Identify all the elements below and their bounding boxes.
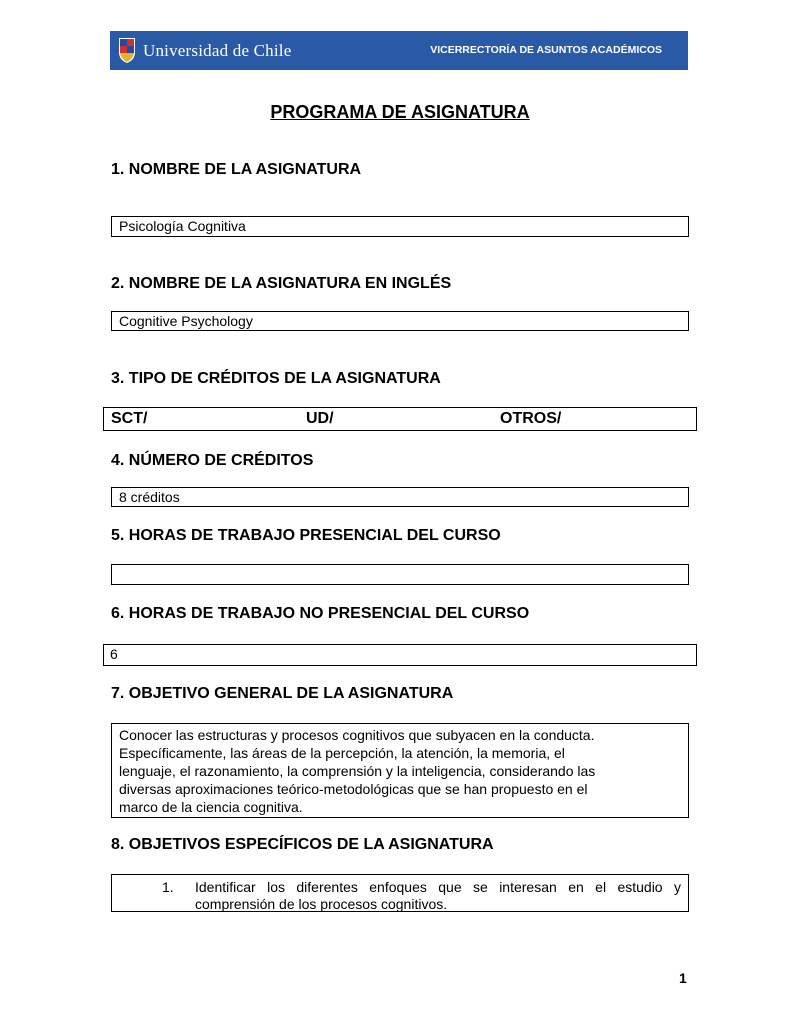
list-item-text: Identificar los diferentes enfoques que se interesan en el estudio y comprensión de los procesos cognitivos.: [195, 879, 681, 912]
list-item-number: 1.: [162, 879, 174, 895]
remote-hours-field: [103, 644, 697, 666]
office-name: VICERRECTORÍA DE ASUNTOS ACADÉMICOS: [430, 44, 662, 56]
general-objective-line: diversas aproximaciones teórico-metodológicas que se han propuesto en el: [119, 781, 588, 797]
section-2-heading: 2. NOMBRE DE LA ASIGNATURA EN INGLÉS: [111, 275, 452, 292]
section-4-heading: 4. NÚMERO DE CRÉDITOS: [111, 452, 314, 469]
course-name-value: Psicología Cognitiva: [119, 218, 246, 234]
credits-count-value: 8 créditos: [119, 489, 180, 505]
section-8-heading: 8. OBJETIVOS ESPECÍFICOS DE LA ASIGNATURA: [111, 836, 494, 853]
header-banner: [110, 31, 688, 70]
section-5-heading: 5. HORAS DE TRABAJO PRESENCIAL DEL CURSO: [111, 527, 501, 544]
credit-type-row: [103, 407, 697, 431]
specific-objectives-field: [111, 874, 689, 912]
credit-type-ud: UD/: [306, 410, 334, 427]
university-name: Universidad de Chile: [143, 41, 292, 60]
credits-count-field: [111, 487, 689, 507]
general-objective-line: marco de la ciencia cognitiva.: [119, 799, 303, 815]
general-objective-line: Específicamente, las áreas de la percepción, la atención, la memoria, el: [119, 745, 565, 761]
remote-hours-value: 6: [110, 646, 118, 662]
university-crest-icon: [118, 36, 136, 64]
course-name-field: [111, 216, 689, 237]
document-title: PROGRAMA DE ASIGNATURA: [270, 102, 530, 122]
section-1-heading: 1. NOMBRE DE LA ASIGNATURA: [111, 161, 362, 178]
section-6-heading: 6. HORAS DE TRABAJO NO PRESENCIAL DEL CURSO: [111, 605, 530, 622]
page-number: 1: [679, 970, 687, 986]
general-objective-line: lenguaje, el razonamiento, la comprensión y la inteligencia, considerando las: [119, 763, 596, 779]
general-objective-line: Conocer las estructuras y procesos cognitivos que subyacen en la conducta.: [119, 727, 595, 743]
course-name-english-field: [111, 311, 689, 331]
in-person-hours-field: [111, 564, 689, 585]
credit-type-otros: OTROS/: [500, 410, 562, 427]
section-7-heading: 7. OBJETIVO GENERAL DE LA ASIGNATURA: [111, 685, 454, 702]
section-3-heading: 3. TIPO DE CRÉDITOS DE LA ASIGNATURA: [111, 370, 441, 387]
general-objective-field: [111, 723, 689, 818]
course-name-english-value: Cognitive Psychology: [119, 313, 253, 329]
credit-type-sct: SCT/: [111, 410, 148, 427]
